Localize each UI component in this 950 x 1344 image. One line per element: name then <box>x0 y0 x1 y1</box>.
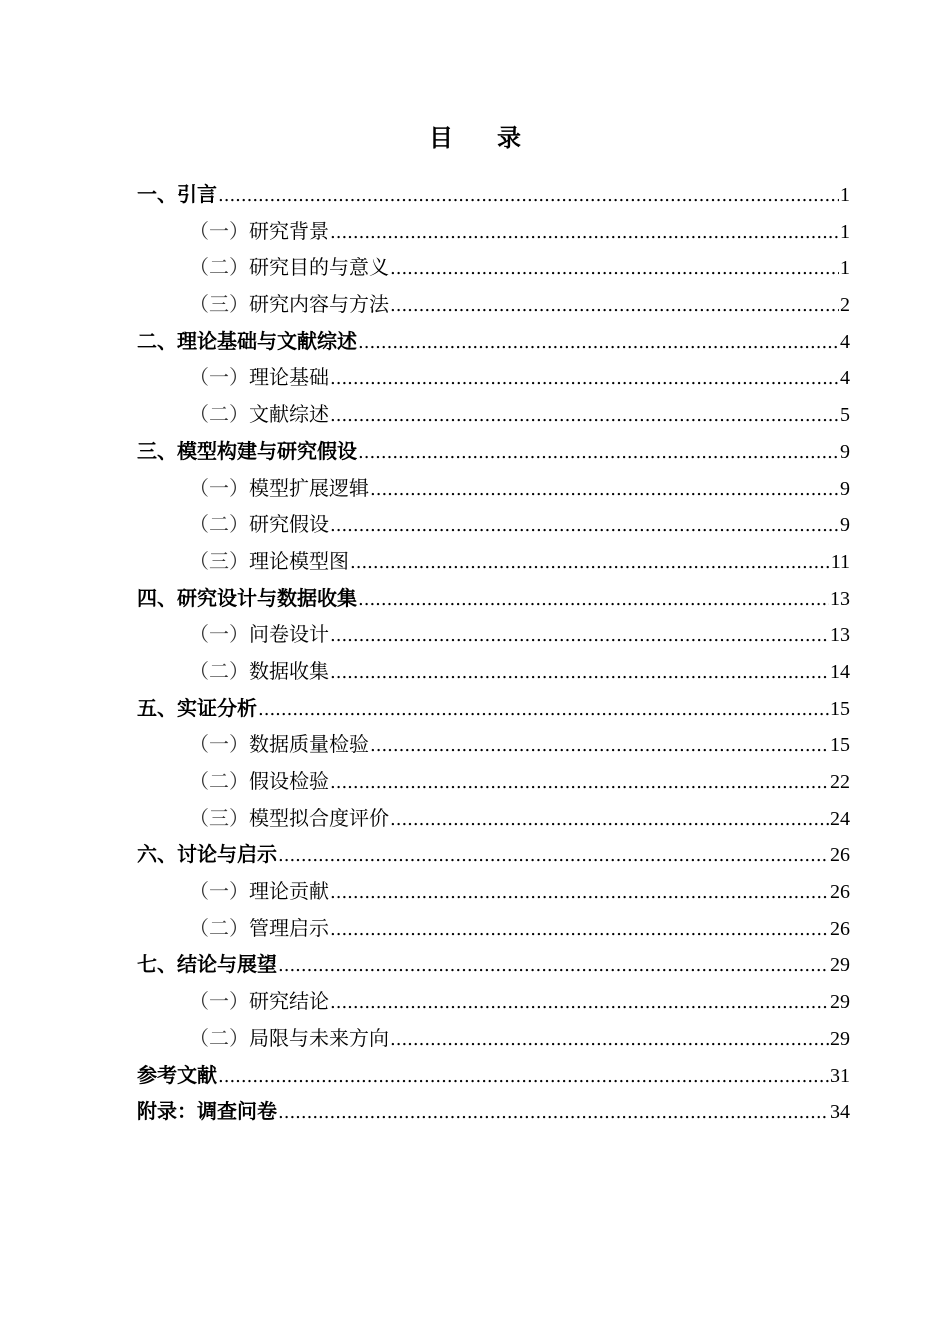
toc-subsection-entry[interactable] <box>137 616 850 653</box>
toc-entry-label: 模型拟合度评价 <box>249 805 389 830</box>
toc-subsection-entry[interactable] <box>137 359 850 396</box>
toc-dot-leader <box>390 802 829 839</box>
toc-dot-leader <box>358 325 839 362</box>
toc-entry-number: （二） <box>189 1025 249 1050</box>
toc-entry-label: 研究背景 <box>249 218 329 243</box>
toc-entry-label: 理论基础与文献综述 <box>177 328 357 353</box>
toc-entry-label: 假设检验 <box>249 769 329 793</box>
toc-entry-page-number: 4 <box>840 330 850 353</box>
toc-entry-number: 四、 <box>137 585 177 610</box>
toc-entry-number: （二） <box>189 512 249 537</box>
toc-entry-page-number: 9 <box>840 440 850 463</box>
toc-entry-page-number: 26 <box>830 844 850 867</box>
toc-entry-page-number: 4 <box>840 367 850 390</box>
toc-entry-number: （二） <box>189 658 249 683</box>
toc-entry-label: 问卷设计 <box>249 622 329 647</box>
toc-entry-number: 七、 <box>137 952 177 977</box>
toc-subsection-entry[interactable] <box>137 543 850 580</box>
toc-entry-page-number: 15 <box>830 697 850 720</box>
toc-entry-label: 数据质量检验 <box>249 732 369 757</box>
toc-entry-number: （二） <box>189 402 249 427</box>
toc-dot-leader <box>390 288 839 325</box>
toc-dot-leader <box>358 435 839 472</box>
toc-dot-leader <box>330 912 829 949</box>
toc-entry-number: （三） <box>189 805 249 830</box>
toc-dot-leader <box>278 948 829 985</box>
toc-dot-leader <box>330 985 829 1022</box>
toc-entry-label: 引言 <box>177 182 217 206</box>
toc-entry-page-number: 1 <box>840 257 850 280</box>
toc-section-entry[interactable] <box>137 690 850 727</box>
toc-entry-page-number: 1 <box>840 220 850 243</box>
toc-subsection-entry[interactable] <box>137 286 850 323</box>
toc-dot-leader <box>330 361 839 398</box>
toc-entry-number: （一） <box>189 879 249 904</box>
toc-section-entry[interactable] <box>137 433 850 470</box>
toc-dot-leader <box>370 472 839 509</box>
toc-entry-label: 理论贡献 <box>249 879 329 904</box>
toc-subsection-entry[interactable] <box>137 873 850 910</box>
toc-entry-number: 五、 <box>137 695 177 720</box>
toc-title-char-1: 目 <box>429 124 453 152</box>
toc-subsection-entry[interactable] <box>137 800 850 837</box>
toc-entry-page-number: 14 <box>830 660 850 683</box>
toc-entry-page-number: 34 <box>830 1101 850 1124</box>
toc-title <box>0 118 950 153</box>
toc-subsection-entry[interactable] <box>137 506 850 543</box>
toc-entry-number: （一） <box>189 475 249 500</box>
toc-entry-number: （一） <box>189 989 249 1014</box>
toc-entry-page-number: 9 <box>840 477 850 500</box>
toc-entry-label: 讨论与启示 <box>177 842 277 867</box>
toc-dot-leader <box>330 508 839 545</box>
toc-section-entry[interactable] <box>137 1093 850 1130</box>
toc-entry-number: （二） <box>189 255 249 280</box>
toc-entry-page-number: 26 <box>830 917 850 940</box>
toc-entry-page-number: 15 <box>830 734 850 757</box>
toc-entry-number: 一、 <box>137 182 177 206</box>
toc-entry-label: 研究目的与意义 <box>249 255 389 280</box>
toc-entry-number: （一） <box>189 365 249 390</box>
toc-dot-leader <box>330 875 829 912</box>
toc-entry-page-number: 13 <box>830 587 850 610</box>
toc-entry-page-number: 31 <box>830 1064 850 1087</box>
toc-subsection-entry[interactable] <box>137 763 850 800</box>
toc-entry-page-number: 22 <box>830 771 850 793</box>
toc-dot-leader <box>330 215 839 252</box>
toc-dot-leader <box>330 398 839 435</box>
toc-subsection-entry[interactable] <box>137 470 850 507</box>
toc-entry-number: （二） <box>189 769 249 793</box>
toc-section-entry[interactable] <box>137 176 850 213</box>
toc-entry-label: 研究内容与方法 <box>249 292 389 317</box>
toc-entry-number: 六、 <box>137 842 177 867</box>
toc-entry-number: （二） <box>189 915 249 940</box>
toc-dot-leader <box>278 1095 829 1132</box>
toc-entry-number: （三） <box>189 292 249 317</box>
toc-entry-number: （一） <box>189 732 249 757</box>
toc-entry-label: 模型扩展逻辑 <box>249 475 369 500</box>
toc-section-entry[interactable] <box>137 836 850 873</box>
toc-section-entry[interactable] <box>137 580 850 617</box>
toc-entry-label: 理论基础 <box>249 365 329 390</box>
toc-entry-page-number: 29 <box>830 954 850 977</box>
toc-entry-page-number: 9 <box>840 514 850 537</box>
toc-entry-page-number: 29 <box>830 991 850 1014</box>
toc-entry-page-number: 2 <box>840 294 850 317</box>
toc-entry-label: 管理启示 <box>249 915 329 940</box>
toc-dot-leader <box>390 251 839 288</box>
toc-dot-leader <box>350 545 830 582</box>
toc-entry-number: 三、 <box>137 438 177 463</box>
toc-entry-label: 研究设计与数据收集 <box>177 585 357 610</box>
toc-subsection-entry[interactable] <box>137 213 850 250</box>
toc-dot-leader <box>330 618 829 655</box>
toc-entry-label: 附录：调查问卷 <box>137 1099 277 1124</box>
toc-entry-page-number: 11 <box>830 550 850 573</box>
toc-entry-page-number: 13 <box>830 624 850 647</box>
toc-dot-leader <box>278 838 829 875</box>
toc-entry-label: 理论模型图 <box>249 548 349 573</box>
toc-entry-number: 二、 <box>137 328 177 353</box>
toc-entry-label: 实证分析 <box>177 695 257 720</box>
toc-entry-label: 数据收集 <box>249 658 329 683</box>
toc-section-entry[interactable] <box>137 946 850 983</box>
toc-subsection-entry[interactable] <box>137 396 850 433</box>
toc-section-entry[interactable] <box>137 323 850 360</box>
toc-entry-label: 参考文献 <box>137 1062 217 1087</box>
table-of-contents <box>137 176 850 1130</box>
toc-entry-label: 结论与展望 <box>177 952 277 977</box>
toc-entry-page-number: 29 <box>830 1027 850 1050</box>
toc-dot-leader <box>218 1059 829 1096</box>
toc-subsection-entry[interactable] <box>137 983 850 1020</box>
toc-subsection-entry[interactable] <box>137 726 850 763</box>
toc-entry-label: 文献综述 <box>249 402 329 427</box>
toc-subsection-entry[interactable] <box>137 249 850 286</box>
toc-subsection-entry[interactable] <box>137 653 850 690</box>
toc-dot-leader <box>330 655 829 692</box>
toc-dot-leader <box>390 1022 829 1059</box>
toc-entry-number: （一） <box>189 622 249 647</box>
toc-entry-page-number: 5 <box>840 404 850 427</box>
toc-section-entry[interactable] <box>137 1057 850 1094</box>
toc-dot-leader <box>218 178 839 215</box>
toc-entry-label: 局限与未来方向 <box>249 1025 389 1050</box>
toc-dot-leader <box>330 765 829 802</box>
toc-entry-page-number: 24 <box>830 807 850 830</box>
toc-entry-label: 研究假设 <box>249 512 329 537</box>
toc-entry-page-number: 26 <box>830 881 850 904</box>
toc-entry-page-number: 1 <box>840 184 850 206</box>
toc-dot-leader <box>370 728 829 765</box>
toc-dot-leader <box>258 692 829 729</box>
toc-subsection-entry[interactable] <box>137 910 850 947</box>
toc-subsection-entry[interactable] <box>137 1020 850 1057</box>
toc-dot-leader <box>358 582 829 619</box>
toc-entry-number: （三） <box>189 548 249 573</box>
toc-title-char-2: 录 <box>497 124 521 152</box>
toc-entry-label: 模型构建与研究假设 <box>177 438 357 463</box>
toc-entry-label: 研究结论 <box>249 989 329 1014</box>
toc-entry-number: （一） <box>189 218 249 243</box>
